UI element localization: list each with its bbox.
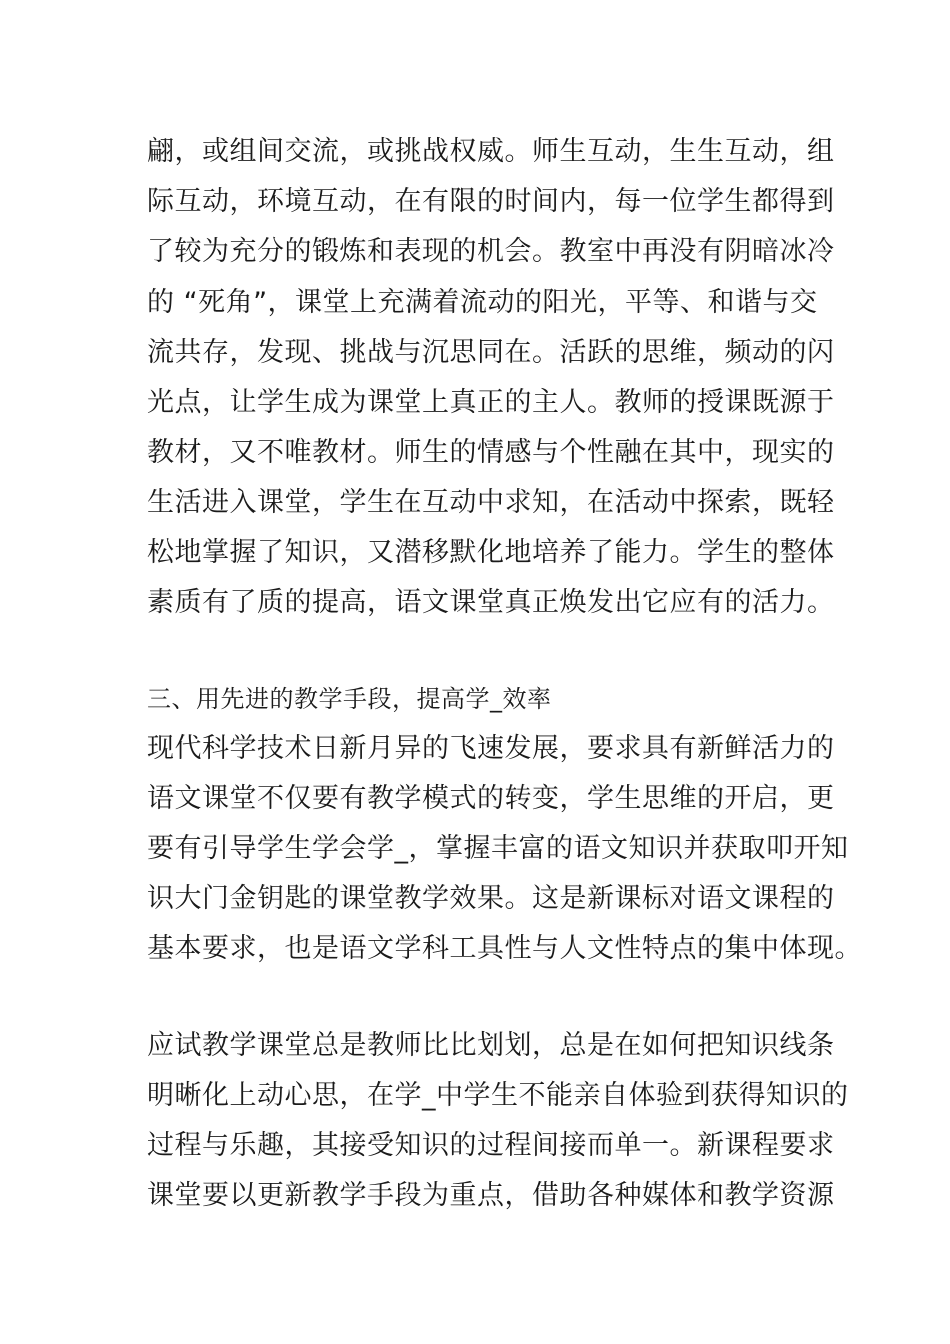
paragraph-2-line-3: 要有引导学生学会学_，掌握丰富的语文知识并获取叩开知 [147, 833, 849, 864]
paragraph-1-line-4: 的 “死角”，课堂上充满着流动的阳光，平等、和谐与交 [147, 287, 818, 318]
paragraph-1-line-8: 生活进入课堂，学生在互动中求知，在活动中探索，既轻 [147, 487, 835, 518]
paragraph-3-line-2: 明晰化上动心思，在学_中学生不能亲自体验到获得知识的 [147, 1080, 849, 1111]
paragraph-1-line-9: 松地掌握了知识，又潜移默化地培养了能力。学生的整体 [147, 537, 835, 568]
paragraph-1-line-6: 光点，让学生成为课堂上真正的主人。教师的授课既源于 [147, 387, 835, 418]
paragraph-2-line-5: 基本要求，也是语文学科工具性与人文性特点的集中体现。 [147, 933, 862, 964]
paragraph-1-line-7: 教材，又不唯教材。师生的情感与个性融在其中，现实的 [147, 437, 835, 468]
paragraph-1-line-2: 际互动，环境互动，在有限的时间内，每一位学生都得到 [147, 186, 835, 217]
paragraph-3-line-1: 应试教学课堂总是教师比比划划，总是在如何把知识线条 [147, 1030, 835, 1061]
paragraph-1-line-5: 流共存，发现、挑战与沉思同在。活跃的思维，频动的闪 [147, 337, 835, 368]
paragraph-3-line-4: 课堂要以更新教学手段为重点，借助各种媒体和教学资源 [147, 1180, 835, 1211]
paragraph-3-line-3: 过程与乐趣，其接受知识的过程间接而单一。新课程要求 [147, 1130, 835, 1161]
paragraph-1-line-3: 了较为充分的锻炼和表现的机会。教室中再没有阴暗冰冷 [147, 236, 835, 267]
paragraph-1-line-1: 翩，或组间交流，或挑战权威。师生互动，生生互动，组 [147, 136, 835, 167]
section-heading: 三、用先进的教学手段，提高学_效率 [147, 685, 552, 713]
paragraph-2-line-1: 现代科学技术日新月异的飞速发展，要求具有新鲜活力的 [147, 733, 835, 764]
paragraph-2-line-4: 识大门金钥匙的课堂教学效果。这是新课标对语文课程的 [147, 883, 835, 914]
paragraph-2-line-2: 语文课堂不仅要有教学模式的转变，学生思维的开启，更 [147, 783, 835, 814]
paragraph-1-line-10: 素质有了质的提高，语文课堂真正焕发出它应有的活力。 [147, 587, 835, 618]
